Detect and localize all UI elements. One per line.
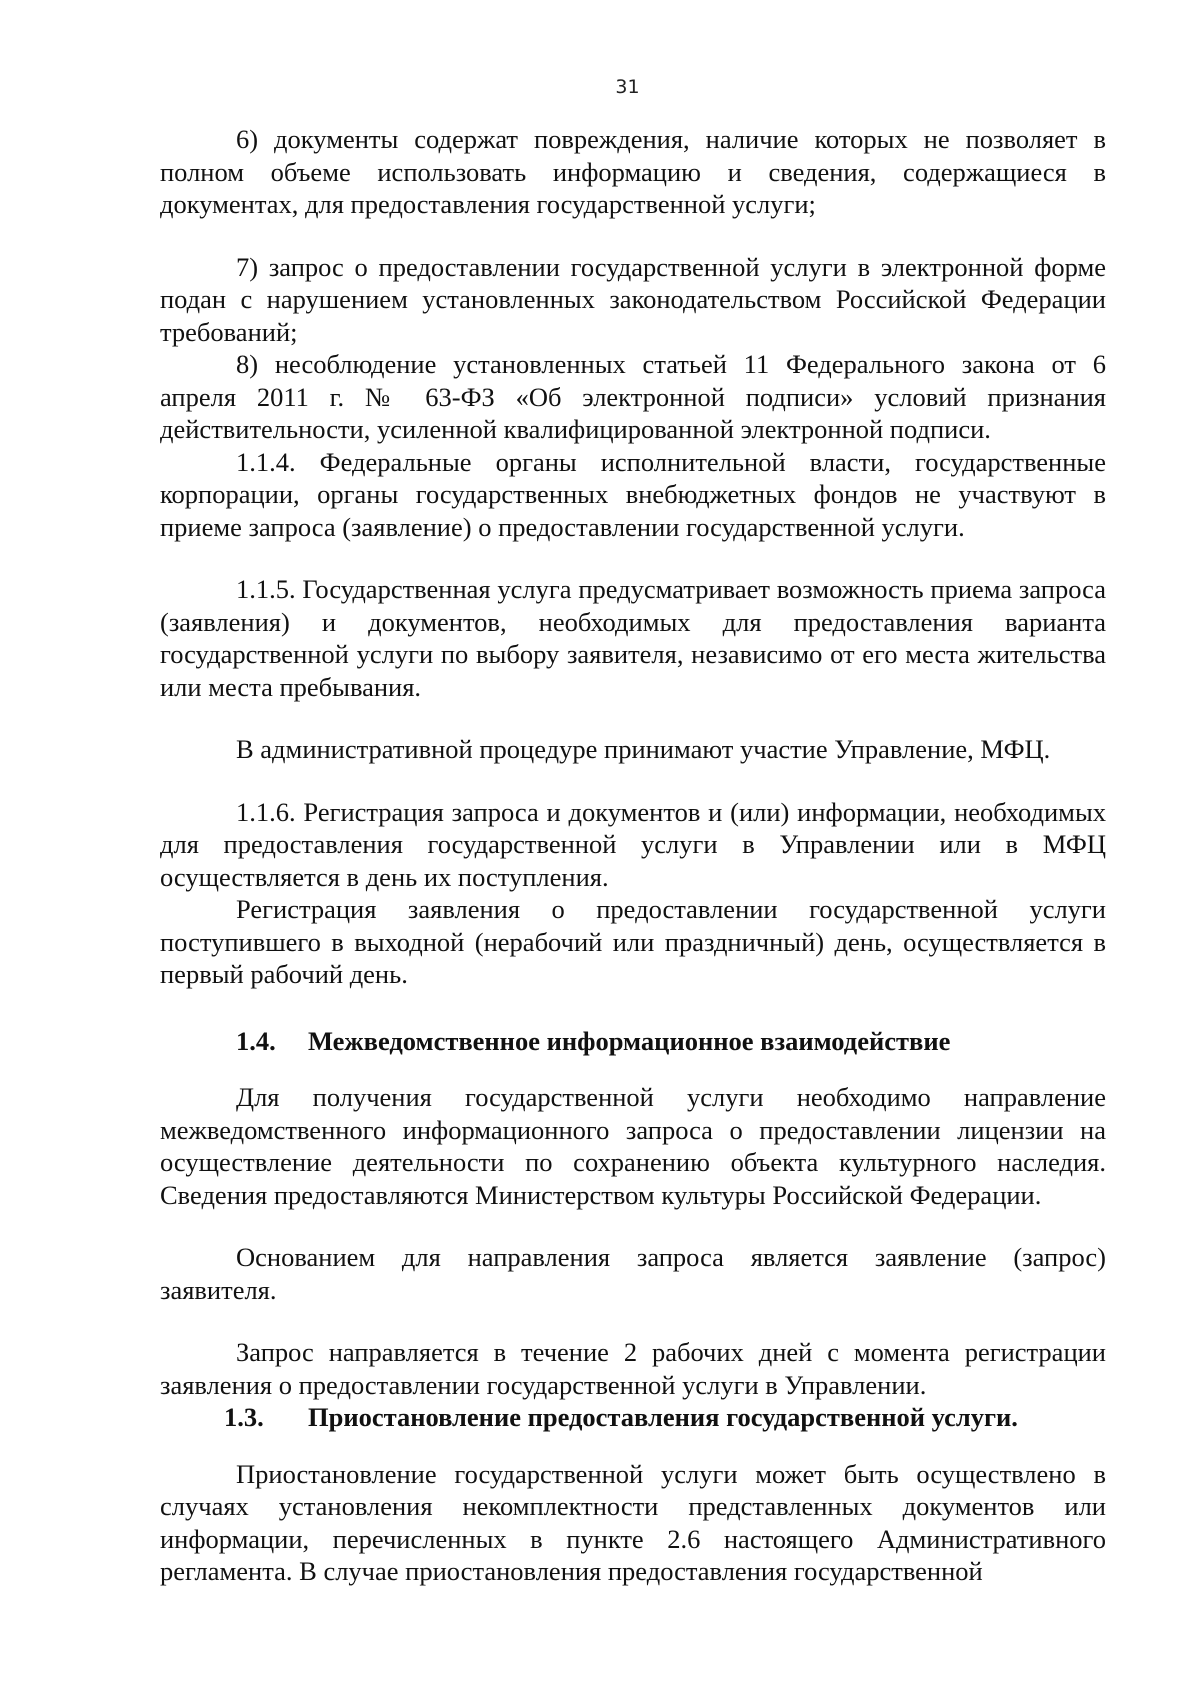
section-1-3-paragraph-1: Приостановление государственной услуги может быть осуществлено в случаях установления некомплектности представленных документов или информации, перечисленных в пункте 2.6 настоящего Административного регламента. В случае приостановления предоставления государственной: [160, 1458, 1106, 1586]
clause-1-1-5-paragraph: 1.1.5. Государственная услуга предусматривает возможность приема запроса (заявления) и документов, необходимых для предоставления варианта государственной услуги по выбору заявителя, независимо от его места жительства или места пребывания.: [160, 574, 1106, 702]
item-6-paragraph: 6) документы содержат повреждения, наличие которых не позволяет в полном объеме использовать информацию и сведения, содержащиеся в документах, для предоставления государственной услуги;: [160, 124, 1106, 219]
section-1-4-paragraph-3: Запрос направляется в течение 2 рабочих дней с момента регистрации заявления о предоставлении государственной услуги в Управлении.: [160, 1337, 1106, 1400]
item-8-paragraph: 8) несоблюдение установленных статьей 11 Федерального закона от 6 апреля 2011 г. № 63-ФЗ «Об электронной подписи» условий признания действительности, усиленной квалифицированной электронной подписи.: [160, 349, 1106, 444]
section-1-4-number: 1.4.: [236, 1025, 276, 1056]
section-1-4-heading: [160, 1025, 1106, 1058]
section-1-4-paragraph-2: Основанием для направления запроса является заявление (запрос) заявителя.: [160, 1242, 1106, 1305]
document-body: [160, 123, 1106, 1588]
section-1-4-title: Межведомственное информационное взаимодействие: [308, 1025, 951, 1056]
section-1-3-heading: [160, 1401, 1106, 1434]
section-1-4-paragraph-1: Для получения государственной услуги необходимо направление межведомственного информационного запроса о предоставлении лицензии на осуществление деятельности по сохранению объекта культурного наследия. Сведения предоставляются Министерством культуры Российской Федерации.: [160, 1082, 1106, 1210]
item-7-paragraph: 7) запрос о предоставлении государственной услуги в электронной форме подан с нарушением установленных законодательством Российской Федерации требований;: [160, 251, 1106, 347]
section-1-3-number: 1.3.: [224, 1402, 264, 1432]
clause-1-1-4-paragraph: 1.1.4. Федеральные органы исполнительной власти, государственные корпорации, органы государственных внебюджетных фондов не участвуют в приеме запроса (заявление) о предоставлении государственной услуги.: [160, 446, 1106, 542]
page-number: 31: [615, 76, 640, 98]
section-1-3-title: Приостановление предоставления государственной услуги.: [308, 1402, 1018, 1432]
registration-paragraph: Регистрация заявления о предоставлении государственной услуги поступившего в выходной (нерабочий или праздничный) день, осуществляется в первый рабочий день.: [160, 894, 1106, 989]
clause-1-1-6-paragraph: 1.1.6. Регистрация запроса и документов и (или) информации, необходимых для предоставления государственной услуги в Управлении или в МФЦ осуществляется в день их поступления.: [160, 796, 1106, 892]
admin-procedure-paragraph: В административной процедуре принимают участие Управление, МФЦ.: [236, 734, 1051, 764]
